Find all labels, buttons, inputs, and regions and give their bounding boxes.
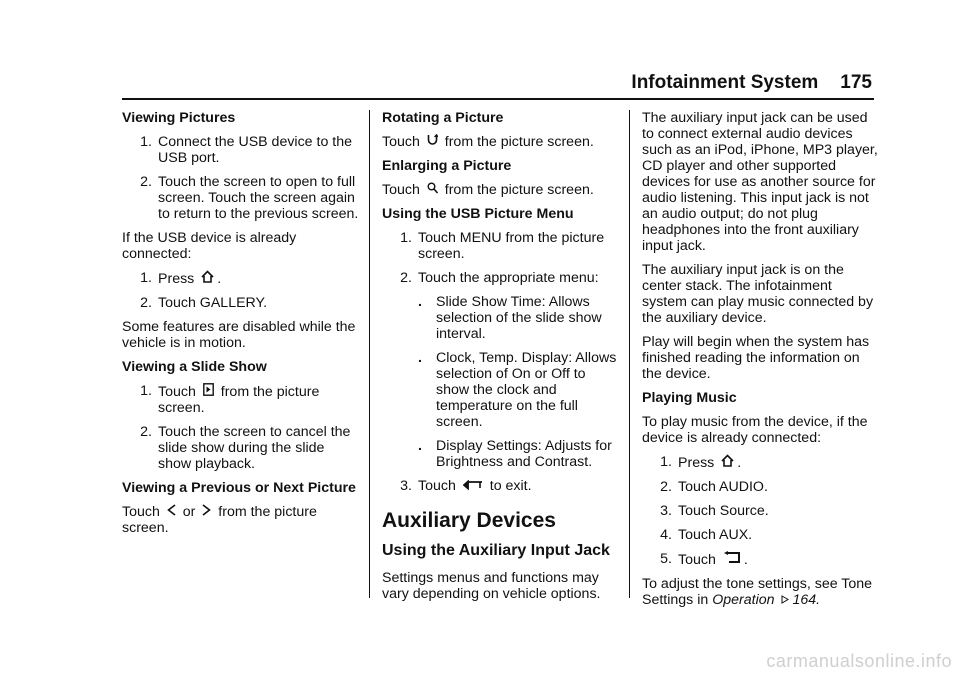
- step-number: 1.: [660, 454, 672, 470]
- step-text-part: Press: [158, 271, 195, 287]
- text-part: Touch: [382, 134, 420, 150]
- step-number: 2.: [400, 270, 412, 286]
- step-text: [678, 454, 878, 471]
- step-text: Touch the screen to open to full screen. Touch the screen again to return to the previous screen.: [158, 174, 359, 222]
- paragraph: To play music from the device, if the device is already connected:: [642, 414, 868, 446]
- bullet-text: Slide Show Time: Allows selection of the slide show interval.: [436, 294, 602, 342]
- step-text: Touch Source.: [678, 503, 769, 519]
- column-divider: [369, 110, 370, 598]
- back-arrow-icon: [723, 551, 741, 568]
- step-number: 2.: [140, 174, 152, 190]
- step-number: 2.: [140, 295, 152, 311]
- step-text-part: Touch: [418, 478, 456, 494]
- list-item: [122, 424, 360, 472]
- next-icon: [202, 504, 211, 520]
- back-icon: [463, 478, 483, 494]
- step-text-part: .: [737, 455, 742, 471]
- step-text: Touch GALLERY.: [158, 295, 268, 311]
- step-number: 1.: [140, 134, 152, 150]
- section-title: Infotainment System: [631, 72, 819, 93]
- list-item: [122, 383, 360, 416]
- step-text: Touch MENU from the picture screen.: [418, 230, 605, 262]
- paragraph: [642, 576, 878, 608]
- paragraph: [122, 504, 360, 536]
- paragraph: [382, 134, 620, 150]
- step-number: 1.: [140, 383, 152, 399]
- bullet-mark: .: [418, 438, 422, 454]
- cross-reference-section: Operation: [712, 592, 775, 608]
- bullet-item: [382, 350, 620, 430]
- list-item: [642, 479, 878, 495]
- cross-reference: Tone Settings: [642, 576, 873, 608]
- step-text-part: Touch: [158, 384, 196, 400]
- list-item: [122, 295, 360, 311]
- heading-viewing-pictures: Viewing Pictures: [122, 110, 236, 126]
- heading-slide-show: Viewing a Slide Show: [122, 359, 267, 375]
- heading-previous-next: Viewing a Previous or Next Picture: [122, 480, 356, 496]
- step-text-part: .: [743, 552, 748, 568]
- paragraph: The auxiliary input jack is on the center stack. The infotainment system can play music connected by the auxiliary device.: [642, 262, 874, 326]
- step-number: 3.: [660, 503, 672, 519]
- slideshow-icon: [203, 383, 214, 400]
- list-item: [642, 527, 878, 543]
- page-number: 175: [840, 72, 872, 93]
- heading-rotating: Rotating a Picture: [382, 110, 504, 126]
- column-divider: [629, 110, 630, 598]
- bullet-mark: .: [418, 294, 422, 310]
- list-item: [122, 174, 360, 222]
- subsection-heading-aux-jack: Using the Auxiliary Input Jack: [382, 542, 610, 559]
- paragraph: Settings menus and functions may vary depending on vehicle options.: [382, 570, 601, 602]
- step-text-part: .: [217, 271, 222, 287]
- text-part: To adjust the tone settings, see: [642, 576, 838, 592]
- paragraph: Some features are disabled while the vehicle is in motion.: [122, 319, 356, 351]
- watermark: carmanualsonline.info: [766, 651, 952, 671]
- heading-enlarging: Enlarging a Picture: [382, 158, 512, 174]
- step-text: Touch AUDIO.: [678, 479, 768, 495]
- step-text: Touch the appropriate menu:: [418, 270, 599, 286]
- step-number: 1.: [140, 270, 152, 286]
- step-number: 2.: [140, 424, 152, 440]
- list-item: [382, 478, 620, 494]
- step-text: Connect the USB device to the USB port.: [158, 134, 353, 166]
- zoom-icon: [427, 182, 438, 198]
- step-number: 4.: [660, 527, 672, 543]
- page-reference-icon: [781, 592, 789, 608]
- paragraph: If the USB device is already connected:: [122, 230, 297, 262]
- bullet-item: [382, 294, 620, 342]
- step-text-part: Press: [678, 455, 715, 471]
- page-header: [631, 72, 872, 94]
- paragraph: The auxiliary input jack can be used to connect external audio devices such as an iPod, iPhone, MP3 player, CD player and other supported devices for use as another source for audio listening. This input jack is not an audio output; do not plug headphones into the front auxiliary input jack.: [642, 110, 878, 254]
- paragraph: Play will begin when the system has finished reading the information on the device.: [642, 334, 870, 382]
- column-1: [122, 110, 360, 544]
- bullet-text: Display Settings: Adjusts for Brightness and Contrast.: [436, 438, 612, 470]
- heading-usb-menu: Using the USB Picture Menu: [382, 206, 574, 222]
- step-text: [158, 270, 360, 287]
- text-part: from the picture screen.: [444, 134, 594, 150]
- list-item: [122, 134, 360, 166]
- text-part: from the picture screen.: [444, 182, 594, 198]
- list-item: [382, 230, 620, 262]
- list-item: [642, 454, 878, 471]
- text-part: in: [697, 592, 709, 608]
- step-number: 3.: [400, 478, 412, 494]
- list-item: [122, 270, 360, 287]
- section-heading-auxiliary: Auxiliary Devices: [382, 509, 556, 532]
- home-icon: [721, 454, 734, 471]
- step-text-part: from the picture screen.: [158, 384, 320, 416]
- home-icon: [201, 270, 214, 287]
- paragraph: [382, 182, 620, 198]
- step-text: Touch the screen to cancel the slide show during the slide show playback.: [158, 424, 351, 472]
- step-text: Touch AUX.: [678, 527, 753, 543]
- step-text: [678, 551, 878, 568]
- list-item: [642, 503, 878, 519]
- list-item: [642, 551, 878, 568]
- header-rule: [122, 98, 874, 100]
- rotate-icon: [427, 134, 438, 150]
- bullet-item: [382, 438, 620, 470]
- step-text-part: to exit.: [489, 478, 532, 494]
- text-part: or: [182, 504, 196, 520]
- text-part: Touch: [382, 182, 420, 198]
- step-text-part: Touch: [678, 552, 716, 568]
- bullet-mark: .: [418, 350, 422, 366]
- previous-icon: [167, 504, 176, 520]
- column-2: [382, 110, 620, 610]
- step-number: 2.: [660, 479, 672, 495]
- column-3: [642, 110, 878, 616]
- step-text: [158, 383, 360, 416]
- text-part: from the picture screen.: [122, 504, 317, 536]
- text-part: Touch: [122, 504, 160, 520]
- bullet-text: Clock, Temp. Display: Allows selection of On or Off to show the clock and temperature on the full screen.: [436, 350, 617, 430]
- step-text: [418, 478, 620, 494]
- step-number: 5.: [660, 551, 672, 567]
- step-number: 1.: [400, 230, 412, 246]
- heading-playing-music: Playing Music: [642, 390, 737, 406]
- page-reference-number: 164.: [792, 592, 821, 608]
- list-item: [382, 270, 620, 286]
